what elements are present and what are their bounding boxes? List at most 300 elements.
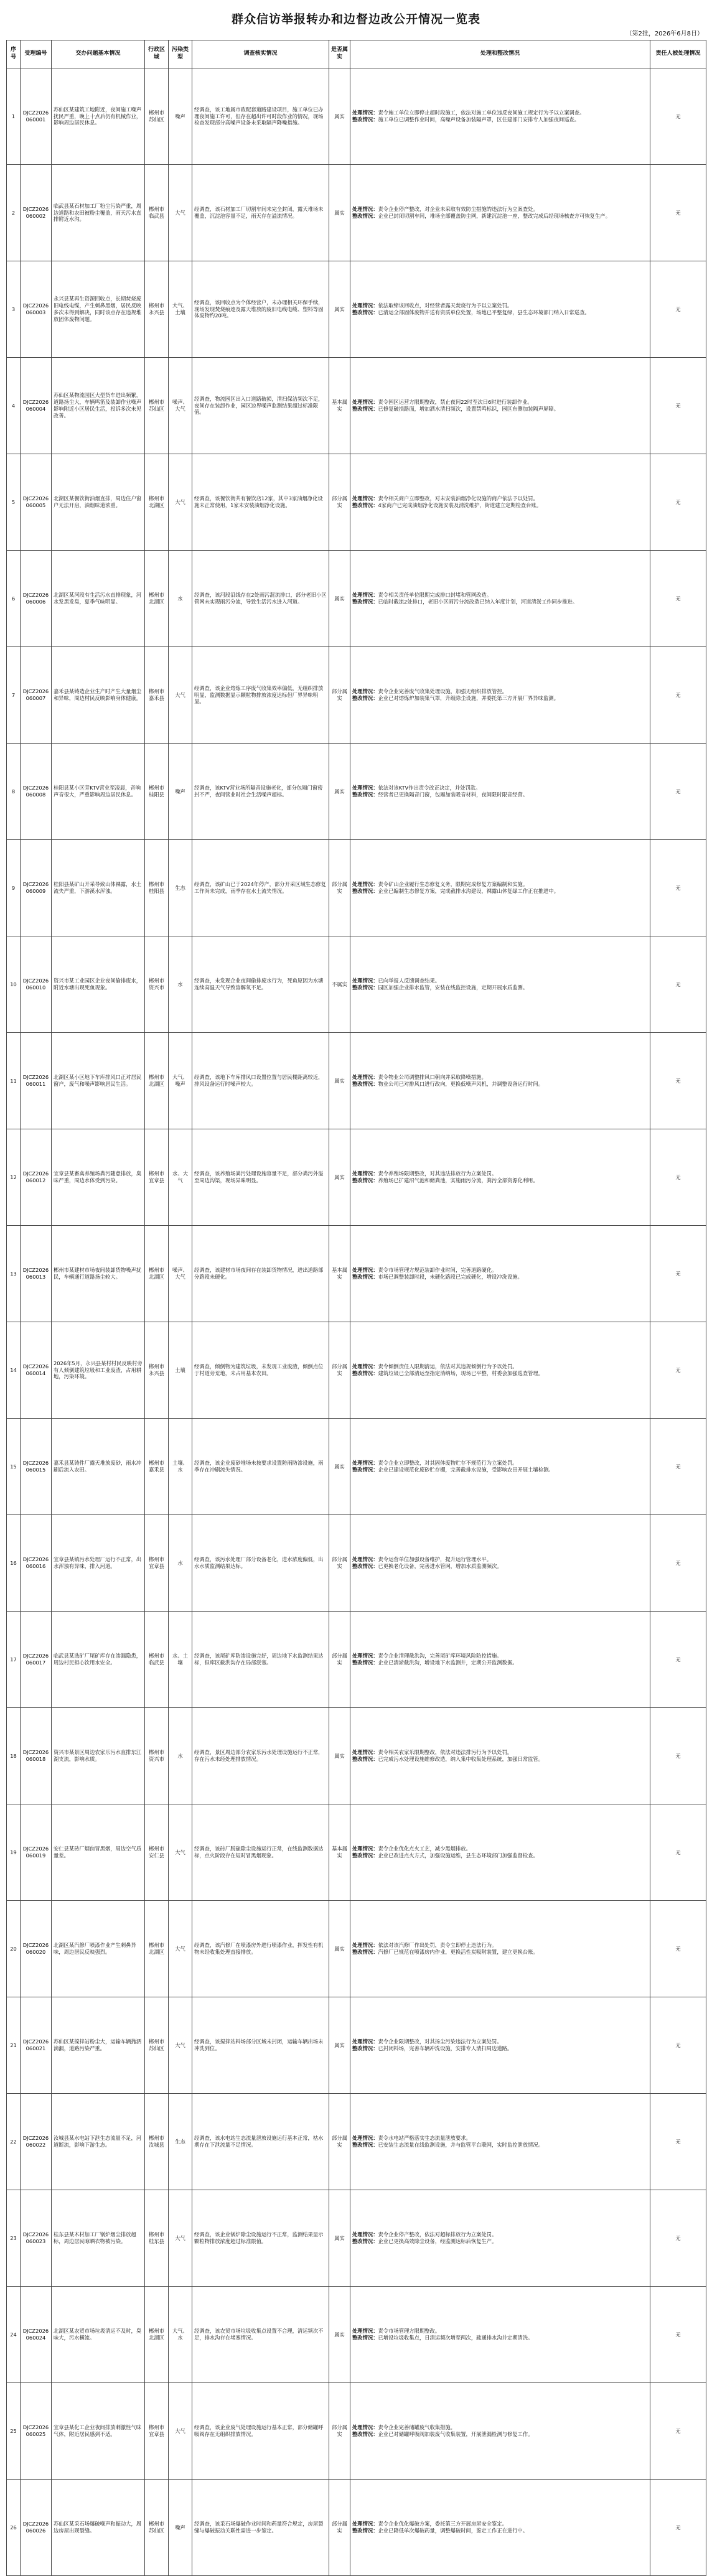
rectify-text: 已清运全部固体废物并送有资质单位处置，场地已平整复绿，县生态环境部门纳入日常巡查。 — [378, 309, 590, 315]
row-number: 18 — [7, 1708, 21, 1804]
rectify-label: 整改情况： — [352, 2238, 378, 2244]
handling-process-paragraph — [352, 2038, 648, 2045]
row-person: 无 — [650, 1419, 706, 1515]
row-region: 郴州市嘉禾县 — [145, 647, 169, 744]
row-valid: 属实 — [329, 261, 350, 358]
handling-process-paragraph — [352, 1363, 648, 1370]
rectify-label: 整改情况： — [352, 1177, 378, 1183]
rectify-text: 施工单位已调整作业时间，高噪声设备加装隔声罩，区住建部门安排专人加强夜间巡查。 — [378, 116, 580, 123]
row-verification: 经调查，该回收点为个体经营户，未办理相关环保手续，现场发现焚烧痕迹及露天堆放的废旧电线电缆、塑料等固体废物约20吨。 — [192, 261, 329, 358]
row-issue: 苏仙区某建筑工地附近，夜间施工噪声扰民严重，晚上十点后仍有机械作业，影响周边居民休息。 — [52, 68, 145, 165]
row-issue: 北湖区某餐饮街油烟直排，周边住户窗户无法开启，油烟味道浓重。 — [52, 454, 145, 551]
header-no: 序号 — [7, 40, 21, 68]
table-row — [7, 165, 706, 261]
handling-rectify-paragraph — [352, 309, 648, 316]
row-number: 3 — [7, 261, 21, 358]
row-number: 10 — [7, 936, 21, 1033]
handling-process-paragraph — [352, 302, 648, 309]
rectify-text: 企业已降低单次爆破药量，调整爆破时间，鉴定工作正在进行中。 — [378, 2527, 528, 2534]
process-text: 责令园区运营方限期整改，禁止夜间22时至次日6时进行装卸作业。 — [378, 399, 533, 406]
row-person: 无 — [650, 551, 706, 647]
row-number: 23 — [7, 2190, 21, 2287]
row-valid: 基本属实 — [329, 358, 350, 454]
table-row — [7, 647, 706, 744]
report-table — [6, 40, 706, 2576]
process-label: 处理情况： — [352, 2328, 378, 2335]
row-pollution-type: 噪声 — [169, 68, 192, 165]
handling-rectify-paragraph — [352, 2335, 648, 2341]
table-row — [7, 1322, 706, 1419]
row-pollution-type: 大气 — [169, 1997, 192, 2094]
handling-process-paragraph — [352, 2521, 648, 2527]
row-valid: 属实 — [329, 1997, 350, 2094]
handling-rectify-paragraph — [352, 2238, 648, 2245]
table-row — [7, 936, 706, 1033]
row-valid: 基本属实 — [329, 1226, 350, 1322]
row-valid: 部分属实 — [329, 1322, 350, 1419]
handling-process-paragraph — [352, 1170, 648, 1177]
rectify-label: 整改情况： — [352, 2431, 378, 2437]
row-handling — [350, 261, 650, 358]
handling-rectify-paragraph — [352, 599, 648, 605]
row-pollution-type: 水 — [169, 936, 192, 1033]
row-region: 郴州市苏仙区 — [145, 2480, 169, 2576]
row-handling — [350, 165, 650, 261]
row-handling — [350, 2383, 650, 2480]
handling-process-paragraph — [352, 1749, 648, 1756]
row-number: 25 — [7, 2383, 21, 2480]
table-row — [7, 2383, 706, 2480]
row-pollution-type: 噪声、大气 — [169, 358, 192, 454]
row-pollution-type: 土壤 — [169, 1322, 192, 1419]
row-region: 郴州市资兴市 — [145, 936, 169, 1033]
row-issue: 嘉禾县某铸造企业生产时产生大量烟尘和异味，周边村民反映影响身体健康。 — [52, 647, 145, 744]
row-person: 无 — [650, 2383, 706, 2480]
row-handling — [350, 936, 650, 1033]
header-issue: 交办问题基本情况 — [52, 40, 145, 68]
handling-rectify-paragraph — [352, 1081, 648, 1088]
row-issue: 桂东县某木材加工厂锅炉烟尘排放超标，周边居民晾晒衣物被污染。 — [52, 2190, 145, 2287]
row-id: DJCZ2026060024 — [21, 2287, 52, 2383]
table-row — [7, 2287, 706, 2383]
row-region: 郴州市临武县 — [145, 1612, 169, 1708]
row-id: DJCZ2026060006 — [21, 551, 52, 647]
row-issue: 嘉禾县某铸件厂露天堆放废砂，雨水冲刷后流入农田。 — [52, 1419, 145, 1515]
header-valid: 是否属实 — [329, 40, 350, 68]
row-person: 无 — [650, 840, 706, 936]
row-region: 郴州市永兴县 — [145, 1322, 169, 1419]
process-text: 责令企业立即整改，对其固体废物贮存不规范行为立案处罚。 — [378, 1460, 518, 1467]
handling-process-paragraph — [352, 2231, 648, 2238]
handling-process-paragraph — [352, 688, 648, 695]
row-person: 无 — [650, 1129, 706, 1226]
row-id: DJCZ2026060002 — [21, 165, 52, 261]
row-id: DJCZ2026060014 — [21, 1322, 52, 1419]
process-text: 责令矿山企业履行生态修复义务，限期完成修复方案编制和实施。 — [378, 881, 528, 888]
row-number: 15 — [7, 1419, 21, 1515]
rectify-text: 4家商户已完成油烟净化设施安装及清洗维护，街道建立定期检查台账。 — [378, 502, 541, 508]
handling-rectify-paragraph — [352, 1177, 648, 1184]
handling-process-paragraph — [352, 785, 648, 791]
rectify-label: 整改情况： — [352, 888, 378, 894]
rectify-label: 整改情况： — [352, 1467, 378, 1473]
handling-process-paragraph — [352, 1267, 648, 1274]
process-text: 依法取缔该回收点，对经营者露天焚烧行为予以立案处罚。 — [378, 302, 513, 309]
row-verification: 经调查，该养殖场粪污处理设施容量不足，部分粪污外溢至周边沟渠，现场异味明显。 — [192, 1129, 329, 1226]
handling-rectify-paragraph — [352, 2431, 648, 2438]
row-person: 无 — [650, 1612, 706, 1708]
handling-process-paragraph — [352, 1556, 648, 1563]
table-row — [7, 1033, 706, 1129]
row-verification: 经调查，该餐饮街共有餐饮店12家，其中3家油烟净化设施未正常使用，1家未安装油烟净化设施。 — [192, 454, 329, 551]
row-id: DJCZ2026060015 — [21, 1419, 52, 1515]
row-person: 无 — [650, 165, 706, 261]
row-pollution-type: 大气 — [169, 2190, 192, 2287]
row-region: 郴州市宜章县 — [145, 1515, 169, 1612]
rectify-text: 企业已封闭切割车间，堆场全部覆盖防尘网，新建沉淀池一座，整改完成后经现场核查方可恢复生产。 — [378, 213, 611, 219]
row-handling — [350, 454, 650, 551]
process-text: 责令企业停产整改，对企业未采取有效防尘措施的违法行为立案查处。 — [378, 206, 538, 213]
row-valid: 属实 — [329, 1419, 350, 1515]
row-handling — [350, 1322, 650, 1419]
process-label: 处理情况： — [352, 1460, 378, 1467]
row-issue: 资兴市某工业园区企业夜间偷排废水，附近水塘出现死鱼现象。 — [52, 936, 145, 1033]
row-region: 郴州市安仁县 — [145, 1804, 169, 1901]
row-verification: 经调查，该水电站生态流量泄放设施运行基本正常，枯水期存在下泄流量不足情况。 — [192, 2094, 329, 2190]
row-number: 4 — [7, 358, 21, 454]
row-handling — [350, 1226, 650, 1322]
row-valid: 部分属实 — [329, 2480, 350, 2576]
row-verification: 经调查，该砖厂脱硫除尘设施运行正常，在线监测数据达标，点火阶段存在短时冒黑烟现象。 — [192, 1804, 329, 1901]
row-pollution-type: 噪声、大气 — [169, 1226, 192, 1322]
process-text: 责令企业停产整改，依法对超标排放行为立案处罚。 — [378, 2231, 497, 2238]
rectify-text: 已封闭料场，完善车辆冲洗设施，安排专人清扫周边道路。 — [378, 2045, 513, 2051]
row-valid: 基本属实 — [329, 1804, 350, 1901]
process-label: 处理情况： — [352, 399, 378, 406]
table-row — [7, 744, 706, 840]
handling-process-paragraph — [352, 1460, 648, 1467]
row-id: DJCZ2026060009 — [21, 840, 52, 936]
handling-rectify-paragraph — [352, 1467, 648, 1473]
rectify-text: 养殖场已扩建沼气池和储粪池，实施雨污分流，粪污全部资源化利用。 — [378, 1177, 538, 1183]
rectify-text: 已增设垃圾收集点，日清运频次增至两次，疏通排水沟并定期清洗。 — [378, 2335, 533, 2341]
process-label: 处理情况： — [352, 495, 378, 502]
row-person: 无 — [650, 1901, 706, 1997]
row-valid: 属实 — [329, 551, 350, 647]
row-id: DJCZ2026060012 — [21, 1129, 52, 1226]
row-id: DJCZ2026060023 — [21, 2190, 52, 2287]
rectify-label: 整改情况： — [352, 1659, 378, 1666]
table-row — [7, 1804, 706, 1901]
process-text: 责令运营单位加强设备维护，提升运行管理水平。 — [378, 1556, 492, 1563]
row-pollution-type: 生态 — [169, 840, 192, 936]
row-issue: 苏仙区某采石场爆破噪声和振动大，周边房屋出现裂缝。 — [52, 2480, 145, 2576]
table-row — [7, 551, 706, 647]
handling-rectify-paragraph — [352, 1563, 648, 1570]
handling-process-paragraph — [352, 495, 648, 502]
table-header — [7, 40, 706, 68]
row-region: 郴州市苏仙区 — [145, 358, 169, 454]
row-id: DJCZ2026060011 — [21, 1033, 52, 1129]
table-row — [7, 261, 706, 358]
process-label: 处理情况： — [352, 1267, 378, 1274]
process-text: 依法对该汽修厂作出处罚，责令立即停止违法行为。 — [378, 1942, 497, 1949]
row-pollution-type: 大气、水 — [169, 2287, 192, 2383]
table-row — [7, 1515, 706, 1612]
process-label: 处理情况： — [352, 2135, 378, 2142]
process-label: 处理情况： — [352, 1846, 378, 1852]
row-valid: 部分属实 — [329, 647, 350, 744]
row-pollution-type: 噪声 — [169, 2480, 192, 2576]
row-number: 13 — [7, 1226, 21, 1322]
row-verification: 经调查，未发现企业夜间偷排废水行为，死鱼原因为水塘连续高温天气导致溶解氧不足。 — [192, 936, 329, 1033]
row-number: 11 — [7, 1033, 21, 1129]
row-region: 郴州市苏仙区 — [145, 68, 169, 165]
row-verification: 经调查，该采石场爆破作业时间和药量符合规定，房屋裂缝与爆破振动关联性需进一步鉴定。 — [192, 2480, 329, 2576]
handling-rectify-paragraph — [352, 1274, 648, 1281]
row-handling — [350, 1033, 650, 1129]
row-valid: 属实 — [329, 744, 350, 840]
row-pollution-type: 大气 — [169, 1804, 192, 1901]
handling-rectify-paragraph — [352, 116, 648, 123]
process-text: 责令物业公司调整排风口朝向并采取降噪措施。 — [378, 1074, 487, 1081]
row-valid: 部分属实 — [329, 1515, 350, 1612]
row-verification: 经调查，该建材市场夜间存在装卸货物情况，进出道路部分路段未硬化。 — [192, 1226, 329, 1322]
row-number: 5 — [7, 454, 21, 551]
row-verification: 经调查，景区周边部分农家乐污水处理设施运行不正常，存在污水未经处理排放情况。 — [192, 1708, 329, 1804]
row-number: 19 — [7, 1804, 21, 1901]
rectify-label: 整改情况： — [352, 1756, 378, 1762]
handling-process-paragraph — [352, 1074, 648, 1081]
row-number: 26 — [7, 2480, 21, 2576]
row-person: 无 — [650, 1515, 706, 1612]
process-text: 已向举报人反馈调查结果。 — [378, 978, 441, 984]
table-row — [7, 1612, 706, 1708]
row-id: DJCZ2026060017 — [21, 1612, 52, 1708]
row-pollution-type: 水、土壤 — [169, 1612, 192, 1708]
rectify-text: 企业已建设规范化废砂贮存棚，完善截排水设施，受影响农田开展土壤检测。 — [378, 1467, 554, 1473]
table-row — [7, 1419, 706, 1515]
handling-process-paragraph — [352, 1653, 648, 1659]
row-valid: 部分属实 — [329, 840, 350, 936]
row-number: 22 — [7, 2094, 21, 2190]
rectify-label: 整改情况： — [352, 309, 378, 315]
row-person: 无 — [650, 261, 706, 358]
row-region: 郴州市北湖区 — [145, 551, 169, 647]
row-region: 郴州市宜章县 — [145, 2383, 169, 2480]
process-text: 责令市场管理方规范装卸作业时间，完善道路硬化。 — [378, 1267, 497, 1274]
row-verification: 经调查，该搅拌站料场部分区域未封闭，运输车辆出场未冲洗到位。 — [192, 1997, 329, 2094]
row-handling — [350, 358, 650, 454]
row-person: 无 — [650, 2480, 706, 2576]
row-id: DJCZ2026060016 — [21, 1515, 52, 1612]
row-pollution-type: 大气 — [169, 1901, 192, 1997]
handling-rectify-paragraph — [352, 2527, 648, 2534]
row-verification: 经调查，该地下车库排风口设置位置与居民楼距离较近，排风设备运行时噪声较大。 — [192, 1033, 329, 1129]
rectify-text: 已安装生态流量在线监测设施，并与监管平台联网，实时监控泄放情况。 — [378, 2142, 544, 2148]
process-label: 处理情况： — [352, 2231, 378, 2238]
rectify-label: 整改情况： — [352, 2527, 378, 2534]
rectify-text: 企业已编制生态修复方案，完成截排水沟建设，裸露山体复绿工作正在推进中。 — [378, 888, 559, 894]
process-text: 责令倾倒责任人限期清运，依法对其违规倾倒行为予以处罚。 — [378, 1363, 518, 1370]
batch-info: （第2批，2026年6月8日） — [625, 30, 703, 37]
row-region: 郴州市临武县 — [145, 165, 169, 261]
process-text: 责令企业清理截洪沟，完善尾矿库环境风险防控措施。 — [378, 1653, 502, 1659]
row-issue: 永兴县某再生资源回收点，长期焚烧废旧电线电缆，产生刺鼻黑烟，居民反映多次未得到解决，同时该点存在违规堆放固体废物问题。 — [52, 261, 145, 358]
row-region: 郴州市桂阳县 — [145, 744, 169, 840]
rectify-text: 物业公司已对排风口进行改向，更换低噪声风机，并调整设备运行时间。 — [378, 1081, 544, 1087]
row-person: 无 — [650, 1322, 706, 1419]
row-person: 无 — [650, 454, 706, 551]
row-issue: 北湖区某农贸市场垃圾清运不及时，臭味大，污水横流。 — [52, 2287, 145, 2383]
row-verification: 经调查，该工地属市政配套道路建设项目，施工单位已办理夜间施工许可，但存在超出许可时段作业的情况，现场检查发现部分高噪声设备未采取隔声降噪措施。 — [192, 68, 329, 165]
row-verification: 经调查，该KTV营业场所隔音设施老化，部分包厢门窗密封不严，夜间营业时社会生活噪声超标。 — [192, 744, 329, 840]
row-verification: 经调查，该农贸市场垃圾收集点设置不合理，清运频次不足，排水沟存在堵塞情况。 — [192, 2287, 329, 2383]
row-verification: 经调查，该企业熔炼工序废气收集效率偏低，无组织排放明显，监测数据显示颗粒物排放浓度达标但厂界异味明显。 — [192, 647, 329, 744]
process-label: 处理情况： — [352, 881, 378, 888]
row-id: DJCZ2026060025 — [21, 2383, 52, 2480]
row-person: 无 — [650, 358, 706, 454]
process-label: 处理情况： — [352, 302, 378, 309]
row-verification: 经调查，倾倒物为建筑垃圾，未发现工业废渣，倾倒点位于村道旁荒地，未占用基本农田。 — [192, 1322, 329, 1419]
handling-rectify-paragraph — [352, 406, 648, 413]
row-verification: 经调查，该企业废砂堆场未按要求设置防雨防渗设施，雨季存在冲刷流失情况。 — [192, 1419, 329, 1515]
row-valid: 部分属实 — [329, 1612, 350, 1708]
process-text: 责令企业限期整改，对其扬尘污染违法行为立案处罚。 — [378, 2038, 502, 2045]
process-text: 责令企业优化点火工艺，减少黑烟排放。 — [378, 1846, 471, 1852]
table-body — [7, 68, 706, 2576]
row-person: 无 — [650, 936, 706, 1033]
table-row — [7, 68, 706, 165]
handling-process-paragraph — [352, 2328, 648, 2335]
handling-rectify-paragraph — [352, 213, 648, 220]
row-verification: 经调查，该尾矿库防渗设施完好，周边地下水监测结果达标，但库区截洪沟存在局部淤塞。 — [192, 1612, 329, 1708]
row-number: 7 — [7, 647, 21, 744]
row-valid: 属实 — [329, 2287, 350, 2383]
rectify-label: 整改情况： — [352, 1370, 378, 1376]
row-region: 郴州市桂阳县 — [145, 840, 169, 936]
process-label: 处理情况： — [352, 978, 378, 984]
row-handling — [350, 2190, 650, 2287]
row-issue: 苏仙区某物流园区大型货车进出频繁，道路扬尘大，车辆鸣笛及装卸作业噪声影响附近小区居民生活，投诉多次未见改善。 — [52, 358, 145, 454]
rectify-label: 整改情况： — [352, 1081, 378, 1087]
row-pollution-type: 大气 — [169, 647, 192, 744]
row-id: DJCZ2026060026 — [21, 2480, 52, 2576]
row-person: 无 — [650, 2287, 706, 2383]
row-issue: 北湖区某汽修厂喷漆作业产生刺鼻异味，周边居民反映强烈。 — [52, 1901, 145, 1997]
row-valid: 部分属实 — [329, 454, 350, 551]
handling-rectify-paragraph — [352, 984, 648, 991]
row-number: 16 — [7, 1515, 21, 1612]
rectify-text: 市场已调整装卸时段，未硬化路段已完成硬化，增设冲洗设施。 — [378, 1274, 523, 1280]
row-id: DJCZ2026060008 — [21, 744, 52, 840]
table-row — [7, 1997, 706, 2094]
rectify-label: 整改情况： — [352, 2045, 378, 2051]
table-row — [7, 454, 706, 551]
row-verification: 经调查，该河段沿线存在2处雨污混流排口，部分老旧小区管网未实现雨污分流，导致生活污水进入河道。 — [192, 551, 329, 647]
handling-rectify-paragraph — [352, 1756, 648, 1763]
row-verification: 经调查，该企业锅炉除尘设施运行不正常，监测结果显示颗粒物排放浓度超过标准限值。 — [192, 2190, 329, 2287]
row-handling — [350, 840, 650, 936]
rectify-label: 整改情况： — [352, 213, 378, 219]
row-number: 24 — [7, 2287, 21, 2383]
row-id: DJCZ2026060007 — [21, 647, 52, 744]
row-person: 无 — [650, 647, 706, 744]
process-text: 责令施工单位立即停止超时段施工，依法对施工单位违反夜间施工规定行为予以立案调查。 — [378, 110, 585, 116]
row-id: DJCZ2026060019 — [21, 1804, 52, 1901]
row-issue: 桂阳县某矿山开采导致山体裸露，水土流失严重，下游溪水浑浊。 — [52, 840, 145, 936]
process-label: 处理情况： — [352, 1074, 378, 1081]
row-region: 郴州市宜章县 — [145, 1129, 169, 1226]
row-valid: 不属实 — [329, 936, 350, 1033]
header-handling: 处理和整改情况 — [350, 40, 650, 68]
row-handling — [350, 1708, 650, 1804]
row-person: 无 — [650, 1997, 706, 2094]
row-handling — [350, 1129, 650, 1226]
row-id: DJCZ2026060020 — [21, 1901, 52, 1997]
row-issue: 苏仙区某搅拌站粉尘大，运输车辆抛洒滴漏，道路污染严重。 — [52, 1997, 145, 2094]
row-region: 郴州市北湖区 — [145, 2287, 169, 2383]
row-pollution-type: 噪声 — [169, 744, 192, 840]
process-label: 处理情况： — [352, 2424, 378, 2431]
process-text: 责令养殖场限期整改，对其违法排放行为立案处罚。 — [378, 1170, 497, 1177]
row-verification: 经调查，物流园区出入口道路破损，清扫保洁频次不足，夜间存在装卸作业，园区边界噪声监测结果超过标准限值。 — [192, 358, 329, 454]
handling-process-paragraph — [352, 2424, 648, 2431]
handling-rectify-paragraph — [352, 1370, 648, 1377]
handling-rectify-paragraph — [352, 1659, 648, 1666]
process-label: 处理情况： — [352, 2038, 378, 2045]
row-id: DJCZ2026060021 — [21, 1997, 52, 2094]
row-number: 17 — [7, 1612, 21, 1708]
row-valid: 属实 — [329, 165, 350, 261]
table-row — [7, 1226, 706, 1322]
process-label: 处理情况： — [352, 110, 378, 116]
handling-process-paragraph — [352, 110, 648, 116]
process-label: 处理情况： — [352, 2521, 378, 2527]
row-pollution-type: 水 — [169, 1515, 192, 1612]
row-person: 无 — [650, 744, 706, 840]
process-text: 责令企业完善储罐废气收集措施。 — [378, 2424, 456, 2431]
handling-process-paragraph — [352, 1942, 648, 1949]
row-person: 无 — [650, 1033, 706, 1129]
row-region: 郴州市桂东县 — [145, 2190, 169, 2287]
rectify-label: 整改情况： — [352, 599, 378, 605]
row-region: 郴州市北湖区 — [145, 1901, 169, 1997]
process-text: 责令相关商户立即整改，对未安装油烟净化设施的商户依法予以处罚。 — [378, 495, 538, 502]
rectify-label: 整改情况： — [352, 406, 378, 412]
row-number: 8 — [7, 744, 21, 840]
table-row — [7, 840, 706, 936]
row-valid: 属实 — [329, 1901, 350, 1997]
process-text: 责令企业优化爆破方案，委托第三方开展房屋安全鉴定。 — [378, 2521, 507, 2527]
rectify-text: 企业已改进点火方式，加强设施运维，县生态环境部门加强监督检查。 — [378, 1852, 538, 1859]
table-row — [7, 358, 706, 454]
row-verification: 经调查，该矿山已于2024年停产，部分开采区域生态修复工作尚未完成，雨季存在水土流失情况。 — [192, 840, 329, 936]
row-pollution-type: 水、大气 — [169, 1129, 192, 1226]
rectify-label: 整改情况： — [352, 1949, 378, 1955]
process-text: 责令相关农家乐限期整改，依法对违法排污行为予以处罚。 — [378, 1749, 513, 1756]
row-handling — [350, 1901, 650, 1997]
row-valid: 属实 — [329, 1129, 350, 1226]
process-label: 处理情况： — [352, 1653, 378, 1659]
row-verification: 经调查，该汽修厂在喷漆房外进行喷漆作业，挥发性有机物未经收集处理直接排放。 — [192, 1901, 329, 1997]
header-region: 行政区域 — [145, 40, 169, 68]
rectify-label: 整改情况： — [352, 791, 378, 798]
row-handling — [350, 1612, 650, 1708]
row-number: 14 — [7, 1322, 21, 1419]
row-issue: 宜章县某化工企业夜间排放刺激性气味气体，附近居民感到不适。 — [52, 2383, 145, 2480]
row-id: DJCZ2026060005 — [21, 454, 52, 551]
